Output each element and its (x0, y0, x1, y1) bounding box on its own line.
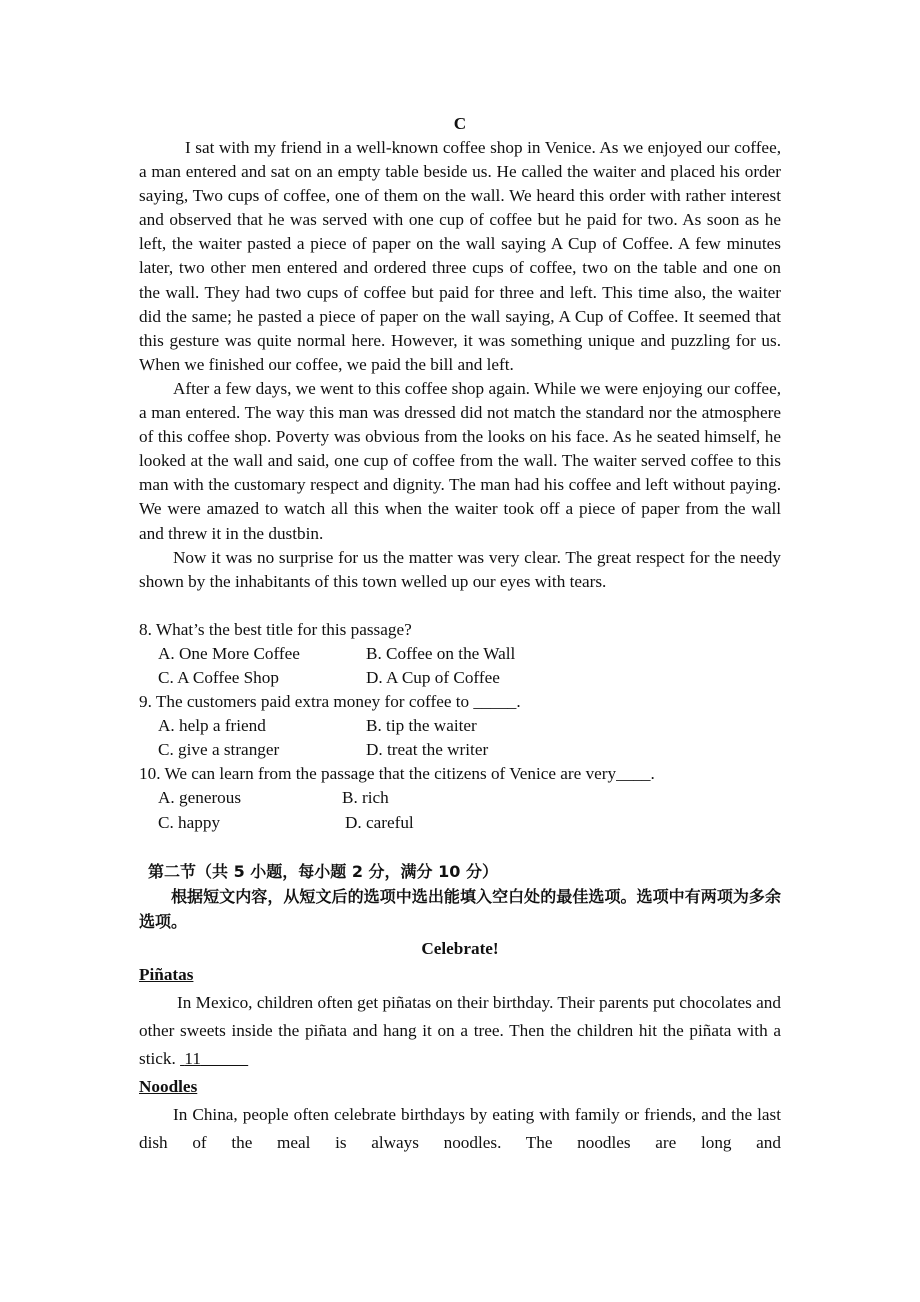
blank-11: 11 (184, 1048, 201, 1068)
noodles-heading: Noodles (139, 1076, 198, 1096)
question-stem: 9. The customers paid extra money for coffee to _____. (139, 692, 521, 712)
question-9 (139, 690, 781, 762)
question-8 (139, 618, 781, 690)
option-a: A. generous (158, 788, 242, 808)
option-b: B. tip the waiter (366, 716, 477, 736)
passage-paragraph-1: I sat with my friend in a well-known coffee shop in Venice. As we enjoyed our coffee, a man entered and sat on an empty table beside us. He called the waiter and placed his order saying, Two cups of coffee, one of them on the wall. We heard this order with rather interest and observed that he was served with one cup of coffee but he paid for two. As soon as he left, the waiter pasted a piece of paper on the wall saying A Cup of Coffee. A few minutes later, two other men entered and ordered three cups of coffee, two on the table and one on the wall. They had two cups of coffee but paid for three and left. This time also, the waiter did the same; he pasted a piece of paper on the wall saying, A Cup of Coffee. It seemed that this gesture was quite normal here. However, it was something unique and puzzling for us. When we finished our coffee, we paid the bill and left. (139, 138, 781, 374)
article-title: Celebrate! (421, 938, 499, 958)
option-c: C. happy (158, 812, 221, 832)
option-a: A. help a friend (158, 716, 266, 736)
question-10 (139, 762, 781, 834)
option-a: A. One More Coffee (158, 643, 300, 663)
option-d: D. treat the writer (366, 740, 489, 760)
option-b: B. rich (342, 788, 389, 808)
section-instruction: 根据短文内容，从短文后的选项中选出能填入空白处的最佳选项。选项中有两项为多余选项。 (139, 886, 781, 931)
section-heading: 第二节（共 5 小题，每小题 2 分，满分 10 分） (148, 861, 498, 881)
passage-paragraph-2: After a few days, we went to this coffee shop again. While we were enjoying our coffee, a man entered. The way this man was dressed did not match the standard nor the atmosphere of this coffee shop. Poverty was obvious from the looks on his face. As he seated himself, he looked at the wall and said, one cup of coffee from the wall. The waiter served coffee to this man with the customary respect and dignity. The man had his coffee and left without paying. We were amazed to watch all this when the waiter took off a piece of paper from the wall and threw it in the dustbin. (139, 378, 781, 543)
document-page (139, 112, 781, 1157)
option-c: C. give a stranger (158, 740, 280, 760)
option-d: D. A Cup of Coffee (366, 667, 500, 687)
passage-label: C (453, 114, 467, 133)
option-d: D. careful (345, 812, 414, 832)
noodles-paragraph: In China, people often celebrate birthdays by eating with family or friends, and the last dish of the meal is always noodles. The noodles are long and (139, 1104, 781, 1152)
pinatas-heading: Piñatas (139, 964, 194, 984)
option-c: C. A Coffee Shop (158, 667, 279, 687)
passage-paragraph-3: Now it was no surprise for us the matter was very clear. The great respect for the needy shown by the inhabitants of this town welled up our eyes with tears. (139, 547, 781, 591)
option-b: B. Coffee on the Wall (366, 643, 516, 663)
pinatas-paragraph (139, 989, 781, 1073)
question-stem: 10. We can learn from the passage that the citizens of Venice are very____. (139, 764, 655, 784)
question-stem: 8. What’s the best title for this passage? (139, 619, 412, 639)
pinatas-text: In Mexico, children often get piñatas on their birthday. Their parents put chocolates and other sweets inside the piñata and hang it on a tree. Then the children hit the piñata with a stick. (139, 992, 781, 1068)
